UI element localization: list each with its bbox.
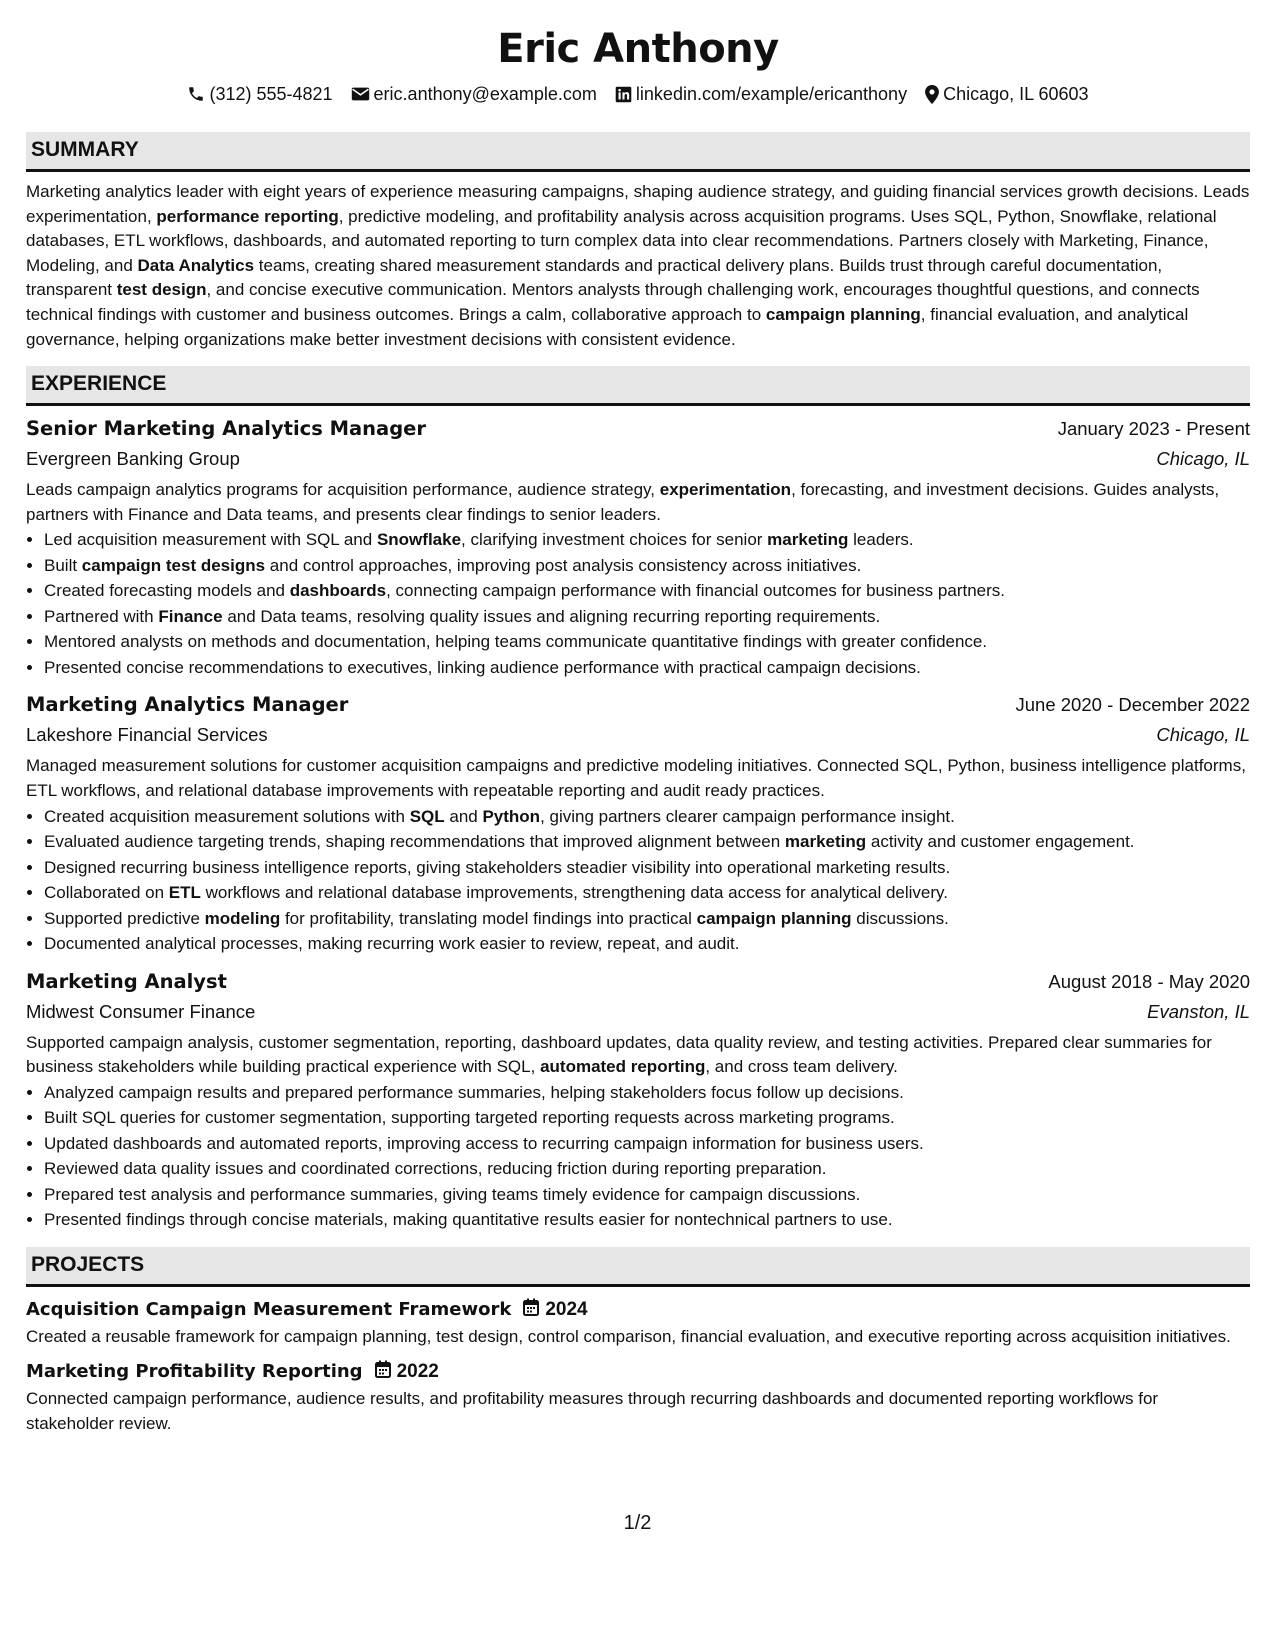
project-title: Acquisition Campaign Measurement Framework — [26, 1298, 512, 1320]
job-title: Senior Marketing Analytics Manager — [26, 417, 427, 441]
job-company: Evergreen Banking Group — [26, 448, 240, 470]
section-projects-heading: PROJECTS — [26, 1247, 1250, 1287]
text-run: teams, creating shared measurement standards and practical delivery plans. Builds trust through careful documentation, transparent — [26, 255, 1163, 300]
text-run: activity and customer engagement. — [866, 832, 1135, 852]
bullet-item — [44, 880, 1250, 906]
text-run: and control approaches, improving post analysis consistency across initiatives. — [265, 555, 862, 575]
section-summary-heading: SUMMARY — [26, 132, 1250, 172]
job-location: Chicago, IL — [1156, 724, 1250, 746]
project-header — [26, 1295, 1250, 1325]
project-entry — [26, 1295, 1250, 1350]
text-run: , giving partners clearer campaign performance insight. — [540, 806, 955, 826]
text-run: Documented analytical processes, making recurring work easier to review, repeat, and audit. — [44, 934, 740, 954]
bold-keyword: experimentation — [659, 480, 792, 500]
bold-keyword: automated reporting — [540, 1057, 706, 1077]
job-dates: January 2023 - Present — [1057, 418, 1250, 440]
text-run: Analyzed campaign results and prepared performance summaries, helping stakeholders focus follow up decisions. — [44, 1082, 904, 1102]
project-header — [26, 1357, 1250, 1387]
contact-email[interactable] — [351, 82, 597, 106]
text-run: Prepared test analysis and performance summaries, giving teams timely evidence for campaign discussions. — [44, 1184, 861, 1204]
text-run: Supported predictive — [44, 908, 205, 928]
bold-keyword: ETL — [168, 883, 201, 903]
text-run: Built SQL queries for customer segmentation, supporting targeted reporting requests across marketing programs. — [44, 1108, 895, 1128]
text-run: Led acquisition measurement with SQL and — [44, 530, 377, 550]
job-title: Marketing Analytics Manager — [26, 693, 349, 717]
text-run: Designed recurring business intelligence reports, giving stakeholders steadier visibility into operational marketing results. — [44, 857, 951, 877]
bullet-item — [44, 829, 1250, 855]
contact-phone — [187, 82, 332, 106]
text-run: Marketing analytics leader with eight years of experience measuring campaigns, shaping audience strategy, and guiding financial services growth decisions. Leads experimentation, — [26, 182, 1250, 226]
job-dates: August 2018 - May 2020 — [1048, 970, 1250, 992]
text-run: Created acquisition measurement solutions with — [44, 806, 410, 826]
bullet-item — [44, 1131, 1250, 1157]
text-run: Supported campaign analysis, customer segmentation, reporting, dashboard updates, data quality review, and testing activities. Prepared clear summaries for business stakeholders while building practical experience with SQL, — [26, 1032, 1212, 1077]
bullet-item — [44, 1156, 1250, 1182]
candidate-name: Eric Anthony — [497, 26, 779, 72]
text-run: Collaborated on — [44, 883, 169, 903]
job-description — [26, 478, 1250, 527]
bullet-item — [44, 1207, 1250, 1233]
experience-list — [26, 414, 1250, 1233]
text-run: Built — [44, 555, 82, 575]
bullet-item — [44, 855, 1250, 881]
bold-keyword: campaign planning — [696, 908, 852, 928]
bold-keyword: campaign test designs — [81, 555, 266, 575]
page-number: 1/2 — [623, 1512, 652, 1534]
contact-location — [925, 82, 1088, 106]
text-run: for profitability, translating model findings into practical — [280, 908, 697, 928]
text-run: Managed measurement solutions for customer acquisition campaigns and predictive modeling initiatives. Connected SQL, Python, business intelligence platforms, ETL workflows, and relational database improvements with repeatable reporting and audit ready practices. — [26, 756, 1246, 800]
bold-keyword: SQL — [409, 806, 445, 826]
text-run: , connecting campaign performance with financial outcomes for business partners. — [386, 581, 1005, 601]
job-dates: June 2020 - December 2022 — [1015, 694, 1250, 716]
job-location: Chicago, IL — [1156, 448, 1250, 470]
text-run: Updated dashboards and automated reports, improving access to recurring campaign information for business users. — [44, 1133, 924, 1153]
bullet-item — [44, 1080, 1250, 1106]
bold-keyword: campaign planning — [765, 304, 921, 324]
map-pin-icon — [925, 85, 939, 104]
job-title: Marketing Analyst — [26, 969, 227, 993]
job-bullets — [26, 527, 1250, 680]
job-header — [26, 967, 1250, 997]
bullet-item — [44, 1182, 1250, 1208]
job-entry — [26, 414, 1250, 680]
bullet-item — [44, 578, 1250, 604]
text-run: discussions. — [851, 908, 949, 928]
job-subheader — [26, 720, 1250, 750]
job-entry — [26, 967, 1250, 1233]
job-company: Midwest Consumer Finance — [26, 1000, 256, 1022]
bullet-item — [44, 1105, 1250, 1131]
bold-keyword: modeling — [204, 908, 281, 928]
section-experience-heading: EXPERIENCE — [26, 366, 1250, 406]
projects-list — [26, 1295, 1250, 1437]
linkedin-icon — [615, 86, 632, 103]
project-description: Created a reusable framework for campaign planning, test design, control comparison, financial evaluation, and executive reporting across acquisition initiatives. — [26, 1326, 1231, 1346]
email-link[interactable]: eric.anthony@example.com — [373, 84, 597, 104]
calendar-icon — [375, 1360, 391, 1384]
text-run: , and cross team delivery. — [705, 1057, 898, 1077]
text-run: leaders. — [848, 530, 914, 550]
job-header — [26, 414, 1250, 444]
bullet-item — [44, 604, 1250, 630]
calendar-icon — [523, 1298, 539, 1322]
job-location: Evanston, IL — [1147, 1000, 1250, 1022]
text-run: , predictive modeling, and profitability analysis across acquisition programs. Uses SQL, Python, Snowflake, relational databases, ETL workflows, dashboards, and automated reporting to turn complex data into clear recommendations. Partners closely with Marketing, Finance, Modeling, and — [26, 206, 1217, 275]
job-company: Lakeshore Financial Services — [26, 724, 268, 746]
bullet-item — [44, 553, 1250, 579]
bold-keyword: marketing — [784, 832, 867, 852]
bullet-item — [44, 931, 1250, 957]
text-run: Evaluated audience targeting trends, shaping recommendations that improved alignment between — [44, 832, 785, 852]
text-run: , forecasting, and investment decisions. Guides analysts, partners with Finance and Data teams, and presents clear findings to senior leaders. — [26, 480, 1220, 524]
resume-page — [26, 0, 1250, 1437]
job-description — [26, 1031, 1250, 1080]
linkedin-link[interactable]: linkedin.com/example/ericanthony — [635, 84, 908, 104]
text-run: Partnered with — [44, 606, 159, 626]
bullet-item — [44, 629, 1250, 655]
text-run: and — [444, 806, 483, 826]
job-subheader — [26, 444, 1250, 474]
project-entry — [26, 1357, 1250, 1436]
job-subheader — [26, 997, 1250, 1027]
text-run: Presented findings through concise materials, making quantitative results easier for nontechnical partners to use. — [44, 1210, 893, 1230]
job-bullets — [26, 1080, 1250, 1233]
bold-keyword: Snowflake — [376, 530, 462, 550]
job-bullets — [26, 804, 1250, 957]
text-run: Reviewed data quality issues and coordinated corrections, reducing friction during reporting preparation. — [44, 1159, 827, 1179]
bullet-item — [44, 804, 1250, 830]
project-description: Connected campaign performance, audience results, and profitability measures through recurring dashboards and documented reporting workflows for stakeholder review. — [26, 1389, 1159, 1433]
phone-text: (312) 555-4821 — [209, 84, 333, 104]
job-entry — [26, 690, 1250, 956]
text-run: , and concise executive communication. Mentors analysts through challenging work, encourages thoughtful questions, and connects technical findings with customer and business outcomes. Brings a calm, collaborative approach to — [26, 280, 1200, 324]
text-run: , clarifying investment choices for senior — [461, 530, 768, 550]
phone-icon — [187, 85, 205, 103]
text-run: , financial evaluation, and analytical governance, helping organizations make better investment decisions with consistent evidence. — [26, 304, 1189, 349]
bold-keyword: Finance — [158, 606, 223, 626]
bullet-item — [44, 906, 1250, 932]
bold-keyword: Data Analytics — [137, 255, 255, 275]
text-run: Presented concise recommendations to executives, linking audience performance with practical campaign decisions. — [44, 657, 921, 677]
bold-keyword: dashboards — [289, 581, 387, 601]
bullet-item — [44, 527, 1250, 553]
project-year — [375, 1360, 439, 1384]
project-year-text: 2022 — [396, 1361, 439, 1383]
bold-keyword: test design — [116, 280, 207, 300]
project-title: Marketing Profitability Reporting — [26, 1361, 363, 1383]
text-run: and Data teams, resolving quality issues and aligning recurring reporting requirements. — [222, 606, 881, 626]
contact-bar — [26, 82, 1250, 106]
job-description — [26, 754, 1250, 803]
job-header — [26, 690, 1250, 720]
contact-linkedin[interactable] — [615, 82, 907, 106]
text-run: Mentored analysts on methods and documentation, helping teams communicate quantitative findings with greater confidence. — [44, 632, 988, 652]
location-text: Chicago, IL 60603 — [943, 84, 1089, 104]
summary-paragraph — [26, 180, 1250, 352]
text-run: Created forecasting models and — [44, 581, 290, 601]
bold-keyword: performance reporting — [156, 206, 339, 226]
project-year — [523, 1298, 587, 1322]
text-run: Leads campaign analytics programs for acquisition performance, audience strategy, — [26, 480, 660, 500]
text-run: workflows and relational database improvements, strengthening data access for analytical delivery. — [200, 883, 949, 903]
project-year-text: 2024 — [545, 1298, 588, 1320]
bullet-item — [44, 655, 1250, 681]
bold-keyword: Python — [482, 806, 541, 826]
envelope-icon — [351, 86, 370, 102]
bold-keyword: marketing — [767, 530, 849, 550]
